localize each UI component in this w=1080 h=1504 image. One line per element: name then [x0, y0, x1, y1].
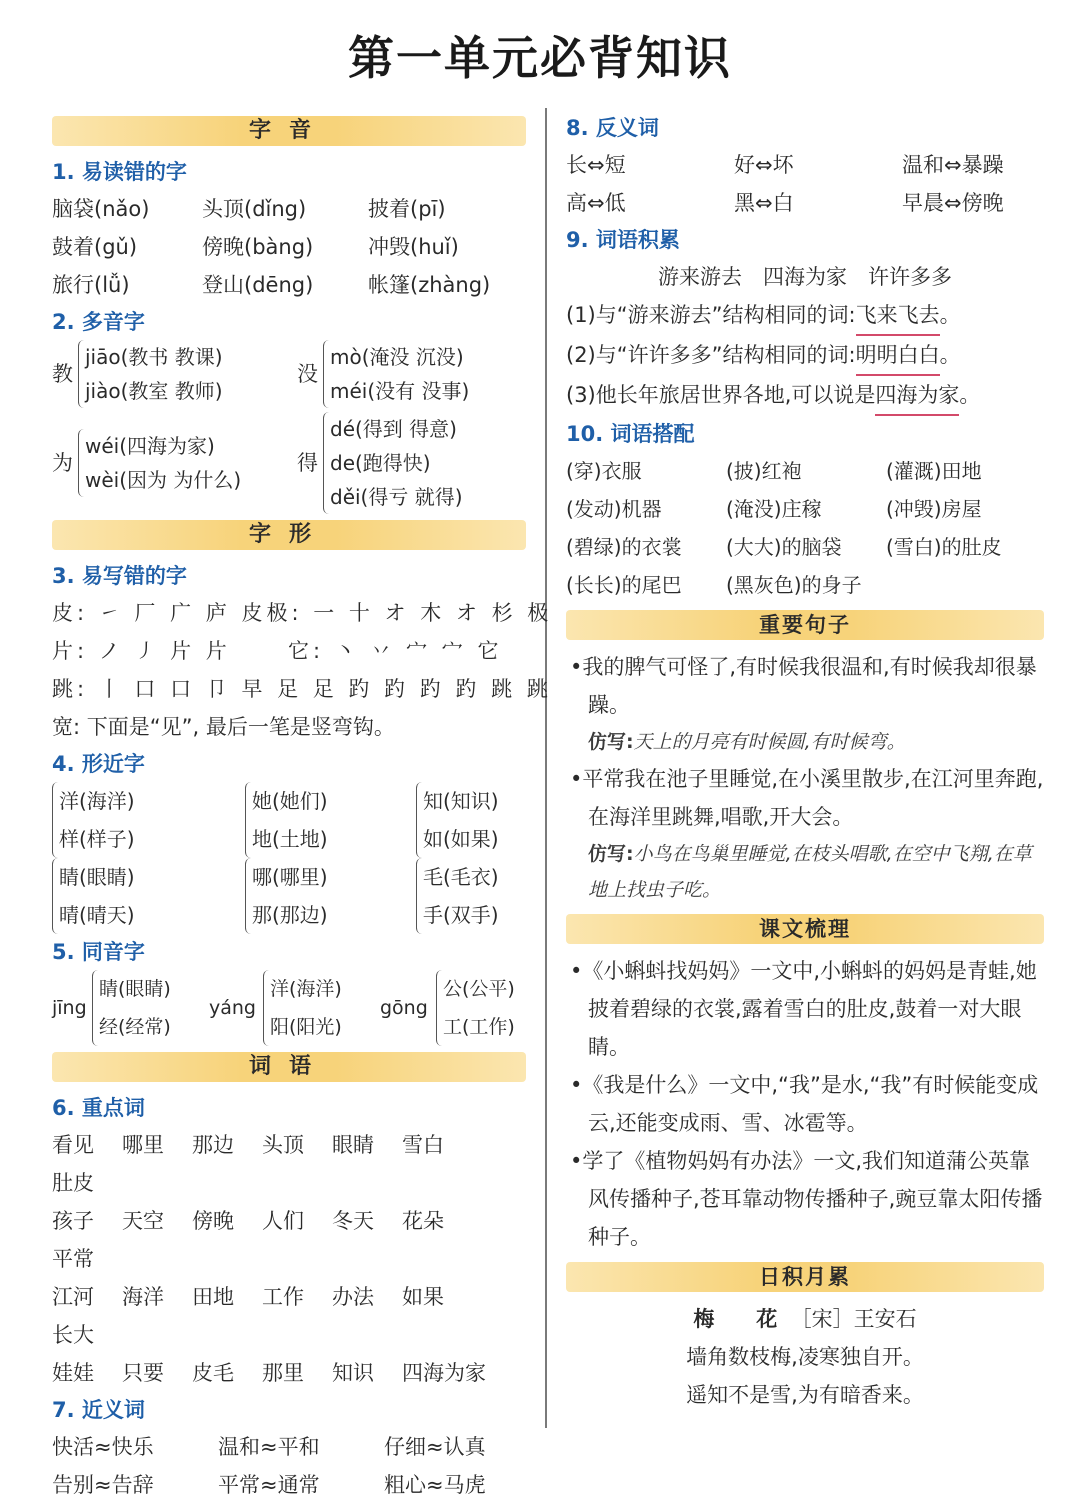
collocation-row: [566, 528, 1044, 566]
reading-line: jiào(教室 教师): [85, 379, 223, 403]
homophone-group: [92, 970, 203, 1046]
list-item: 经(经常): [99, 1016, 171, 1038]
heading-synonyms: 7. 近义词: [52, 1398, 145, 1422]
table-row: [52, 1278, 526, 1354]
text-review-item: •《我是什么》一文中,“我”是水,“我”有时候能变成云,还能变成雨、雪、冰雹等。: [570, 1073, 1039, 1135]
word: 江河: [52, 1285, 94, 1309]
word-accumulation-text: 游来游去 四海为家 许许多多: [658, 265, 952, 289]
word: 平常: [52, 1247, 94, 1271]
imitation-label: 仿写:: [588, 843, 634, 865]
stroke-row: [52, 670, 552, 708]
heading-key-words: 6. 重点词: [52, 1096, 145, 1120]
word: 冬天: [332, 1209, 374, 1233]
word: 那边: [192, 1133, 234, 1157]
table-row: [52, 1354, 526, 1392]
similar-group: [52, 858, 245, 934]
list-item: 头顶(dǐng): [202, 197, 307, 221]
antonym-pair: 早晨⇔傍晚: [902, 191, 1004, 215]
text-review-item: •学了《植物妈妈有办法》一文,我们知道蒲公英靠风传播种子,苍耳靠动物传播种子,豌豆靠太阳传播种子。: [570, 1149, 1043, 1249]
section-band-character-form: 字形: [52, 520, 526, 550]
question-text: (2)与“许许多多”结构相同的词:: [566, 343, 856, 367]
polyphonic-char: 教: [52, 362, 73, 386]
polyphonic-group: [297, 340, 469, 408]
polyphonic-group: [52, 412, 297, 514]
list-item: 洋(海洋): [59, 789, 135, 813]
similar-group: [245, 858, 416, 934]
word: 肚皮: [52, 1171, 94, 1195]
list-item: 洋(海洋): [270, 978, 342, 1000]
word: 孩子: [52, 1209, 94, 1233]
synonym-pair: 平常≈通常: [218, 1473, 320, 1497]
list-item: 睛(眼睛): [99, 978, 171, 1000]
list-item: 登山(dēng): [202, 273, 314, 297]
section-band-pronunciation: 字音: [52, 116, 526, 146]
key-words-grid: [52, 1126, 526, 1392]
list-item: 如(如果): [423, 827, 499, 851]
column-divider: [545, 108, 547, 1428]
section-band-key-sentences: 重要句子: [566, 610, 1044, 640]
list-item: 阳(阳光): [270, 1016, 342, 1038]
list-item: 公(公平): [443, 978, 515, 1000]
heading-easy-miswrite: 3. 易写错的字: [52, 564, 187, 588]
imitation-text: 天上的月亮有时候圆,有时候弯。: [633, 731, 906, 753]
collocation: (冲毁)房屋: [886, 497, 982, 521]
list-item: 手(双手): [423, 903, 499, 927]
polyphonic-group: [297, 412, 463, 514]
reading-line: mò(淹没 沉没): [330, 345, 464, 369]
heading-similar-chars: 4. 形近字: [52, 752, 145, 776]
polyphonic-char: 得: [297, 451, 318, 475]
reading-line: de(跑得快): [330, 451, 431, 475]
section-band-vocabulary: 词语: [52, 1052, 526, 1082]
poem-line: 墙角数枝梅,凌寒独自开。: [686, 1345, 924, 1369]
heading-polyphonic: 2. 多音字: [52, 310, 145, 334]
punct: 。: [939, 303, 961, 327]
answer-text: 飞来飞去: [856, 296, 940, 336]
imitation-label: 仿写:: [588, 731, 634, 753]
word: 那里: [262, 1361, 304, 1385]
list-item: 工(工作): [443, 1016, 515, 1038]
word: 头顶: [262, 1133, 304, 1157]
list-item: 脑袋(nǎo): [52, 197, 150, 221]
answer-text: 四海为家: [875, 376, 959, 416]
collocation: (披)红袍: [726, 459, 802, 483]
word: 如果: [402, 1285, 444, 1309]
table-row: [52, 1202, 526, 1278]
collocation: (灌溉)田地: [886, 459, 982, 483]
list-item: 地(土地): [252, 827, 328, 851]
polyphonic-char: 为: [52, 451, 73, 475]
word: 娃娃: [52, 1361, 94, 1385]
list-item: 旅行(lǚ): [52, 273, 130, 297]
word: 田地: [192, 1285, 234, 1309]
imitation-text: 小鸟在鸟巢里睡觉,在枝头唱歌,在空中飞翔,在草地上找虫子吃。: [588, 843, 1032, 901]
list-item: 帐篷(zhàng): [368, 273, 491, 297]
poem-title: 梅 花: [693, 1307, 778, 1331]
poem-header: [566, 1300, 1044, 1338]
question-1: [566, 296, 1044, 336]
page-title: 第一单元必背知识: [348, 31, 732, 85]
question-2: [566, 336, 1044, 376]
word: 只要: [122, 1361, 164, 1385]
question-text: (3)他长年旅居世界各地,可以说是: [566, 383, 876, 407]
word: 海洋: [122, 1285, 164, 1309]
similar-group: [52, 782, 245, 858]
section-band-daily-accumulation: 日积月累: [566, 1262, 1044, 1292]
imitation-sentence: [566, 724, 1044, 760]
right-column: [566, 110, 1044, 1414]
collocation-row: [566, 452, 1044, 490]
collocation: (长长)的尾巴: [566, 573, 682, 597]
collocation: (大大)的脑袋: [726, 535, 842, 559]
word: 长大: [52, 1323, 94, 1347]
homophone-row: [52, 970, 526, 1046]
word: 天空: [122, 1209, 164, 1233]
collocation-row: [566, 566, 1044, 604]
list-item: 披着(pī): [368, 197, 446, 221]
heading-word-accumulation: 9. 词语积累: [566, 228, 680, 252]
list-item: 鼓着(gǔ): [52, 235, 138, 259]
collocation: (黑灰色)的身子: [726, 573, 862, 597]
antonym-row: [566, 146, 1044, 184]
antonym-pair: 好⇔坏: [734, 153, 794, 177]
list-item: 知(知识): [423, 789, 499, 813]
similar-row-1: [52, 782, 526, 858]
punct: 。: [959, 383, 981, 407]
question-text: (1)与“游来游去”结构相同的词:: [566, 303, 856, 327]
antonym-pair: 长⇔短: [566, 153, 626, 177]
antonym-row: [566, 184, 1044, 222]
stroke-order: 皮: ㇀ 厂 广 庐 皮: [52, 601, 267, 625]
reading-line: jiāo(教书 教课): [85, 345, 223, 369]
word: 看见: [52, 1133, 94, 1157]
list-item: 傍晚(bàng): [202, 235, 314, 259]
synonym-row: [52, 1466, 526, 1504]
synonym-pair: 粗心≈马虎: [384, 1473, 486, 1497]
pinyin-label: yáng: [209, 997, 256, 1019]
synonym-pair: 告别≈告辞: [52, 1473, 154, 1497]
table-row: [52, 1126, 526, 1202]
pinyin-label: gōng: [380, 997, 428, 1019]
list-item: 样(样子): [59, 827, 135, 851]
collocation: (淹没)庄稼: [726, 497, 822, 521]
word: 雪白: [402, 1133, 444, 1157]
similar-group: [416, 858, 499, 934]
word: 哪里: [122, 1133, 164, 1157]
synonym-pair: 快活≈快乐: [52, 1435, 154, 1459]
synonym-pair: 温和≈平和: [218, 1435, 320, 1459]
list-item: 晴(晴天): [59, 903, 135, 927]
polyphonic-row-2: [52, 412, 526, 514]
word-accumulation-line: [566, 258, 1044, 296]
heading-antonyms: 8. 反义词: [566, 116, 659, 140]
word: 花朵: [402, 1209, 444, 1233]
poem-author: ［宋］王安石: [790, 1307, 917, 1331]
similar-group: [245, 782, 416, 858]
reading-line: wéi(四海为家): [85, 434, 215, 458]
list-item: 睛(眼睛): [59, 865, 135, 889]
question-3: [566, 376, 1044, 416]
collocation: (雪白)的肚皮: [886, 535, 1002, 559]
stroke-row: [52, 594, 553, 632]
word: 知识: [332, 1361, 374, 1385]
imitation-sentence: [566, 836, 1044, 908]
text-review-item: •《小蝌蚪找妈妈》一文中,小蝌蚪的妈妈是青蛙,她披着碧绿的衣裳,露着雪白的肚皮,鼓着一对大眼睛。: [570, 959, 1037, 1059]
homophone-group: [436, 970, 515, 1046]
word: 四海为家: [402, 1361, 486, 1385]
reading-line: méi(没有 没事): [330, 379, 470, 403]
collocation-row: [566, 490, 1044, 528]
synonym-pair: 仔细≈认真: [384, 1435, 486, 1459]
key-sentence: •我的脾气可怪了,有时候我很温和,有时候我却很暴躁。: [570, 655, 1037, 717]
polyphonic-group: [52, 340, 297, 408]
collocation: (穿)衣服: [566, 459, 642, 483]
pinyin-label: jīng: [52, 997, 87, 1019]
heading-word-collocation: 10. 词语搭配: [566, 422, 695, 446]
reading-line: wèi(因为 为什么): [85, 468, 242, 492]
polyphonic-row-1: [52, 340, 526, 408]
antonym-pair: 温和⇔暴躁: [902, 153, 1004, 177]
key-sentence: •平常我在池子里睡觉,在小溪里散步,在江河里奔跑,在海洋里跳舞,唱歌,开大会。: [570, 767, 1044, 829]
stroke-order: 片: ノ ㇓ 片 片: [52, 639, 231, 663]
poem-line: 遥知不是雪,为有暗香来。: [686, 1383, 924, 1407]
collocation: (发动)机器: [566, 497, 662, 521]
word: 傍晚: [192, 1209, 234, 1233]
list-item: 哪(哪里): [252, 865, 328, 889]
polyphonic-char: 没: [297, 362, 318, 386]
stroke-order: 跳: 丨 口 口 卩 早 足 足 趵 趵 趵 趵 跳 跳: [52, 677, 552, 701]
heading-homophones: 5. 同音字: [52, 940, 145, 964]
synonym-row: [52, 1428, 526, 1466]
word: 人们: [262, 1209, 304, 1233]
section-band-text-review: 课文梳理: [566, 914, 1044, 944]
stroke-row: [52, 708, 526, 746]
list-item: 她(她们): [252, 789, 328, 813]
list-item: 那(那边): [252, 903, 328, 927]
word: 皮毛: [192, 1361, 234, 1385]
word: 办法: [332, 1285, 374, 1309]
list-item: 毛(毛衣): [423, 865, 499, 889]
reading-line: dé(得到 得意): [330, 417, 457, 441]
word: 眼睛: [332, 1133, 374, 1157]
punct: 。: [939, 343, 961, 367]
stroke-row: [52, 632, 526, 670]
misread-list: [52, 190, 526, 304]
left-column: [52, 110, 553, 1504]
heading-easy-misread: 1. 易读错的字: [52, 160, 187, 184]
reading-line: děi(得亏 就得): [330, 485, 463, 509]
similar-row-2: [52, 858, 526, 934]
stroke-order: 它: 丶 丷 宀 宀 它: [288, 639, 503, 663]
stroke-note: 宽: 下面是“见”, 最后一笔是竖弯钩。: [52, 715, 395, 739]
list-item: 冲毁(huǐ): [368, 235, 459, 259]
collocation: (碧绿)的衣裳: [566, 535, 682, 559]
word: 工作: [262, 1285, 304, 1309]
stroke-order: 极: 一 十 オ 木 オ 杉 极: [266, 601, 553, 625]
answer-text: 明明白白: [856, 336, 940, 376]
similar-group: [416, 782, 499, 858]
antonym-pair: 高⇔低: [566, 191, 626, 215]
homophone-group: [263, 970, 374, 1046]
antonym-pair: 黑⇔白: [734, 191, 794, 215]
